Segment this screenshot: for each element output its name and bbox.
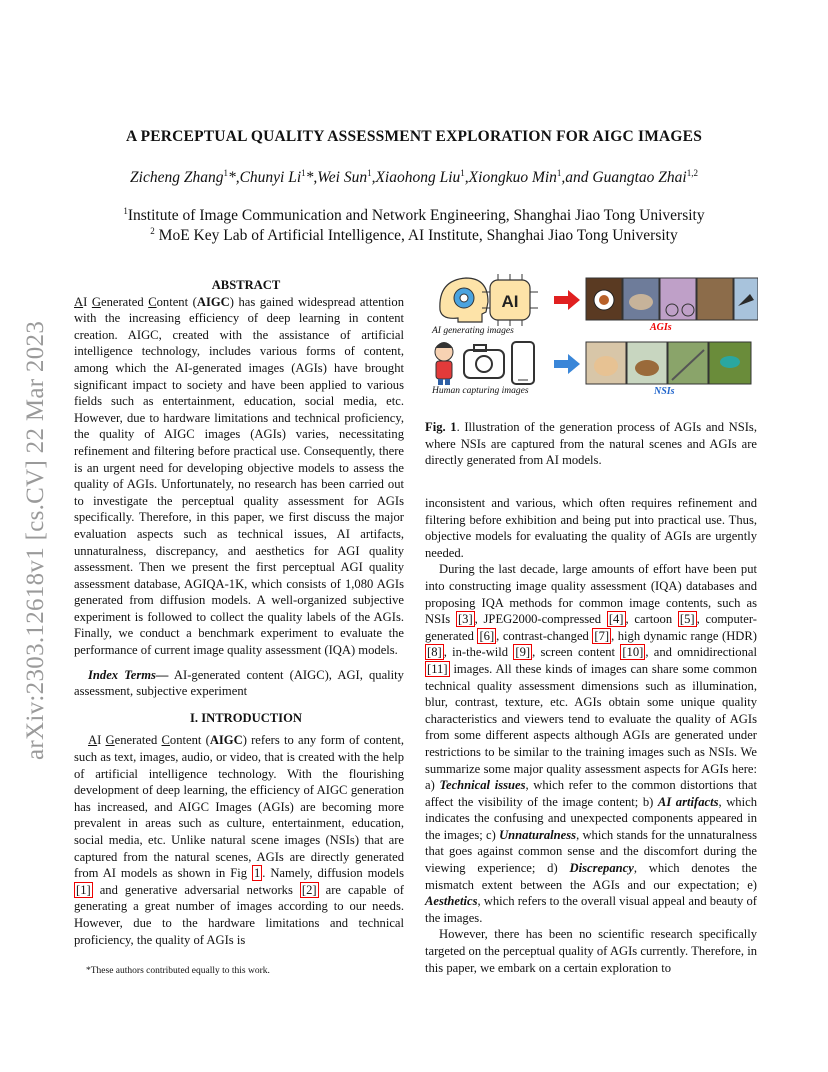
equal-contribution-mark: *: [305, 169, 314, 187]
affiliation-1: $^1$Institute of Image Communication and Network Engineering, Shanghai Jiao Tong University: [123, 206, 705, 225]
aspect-aesthetics: Aesthetics: [425, 894, 478, 909]
caption-fig-label: Fig. 1: [425, 420, 457, 434]
author-list: Zicheng Zhang$^1$*,Chunyi Li$^1$*,Wei Sun$^1$,Xiaohong Liu$^1$,Xiongkuo Min$^1$,and Guangtao Zhai$^{1,2}$: [130, 168, 698, 187]
human-capturing-label: Human capturing images: [432, 386, 529, 396]
author-sup: 1: [460, 168, 465, 178]
index-terms: [74, 667, 404, 700]
affiliation-1-text: Institute of Image Communication and Network Engineering, Shanghai Jiao Tong University: [127, 207, 705, 225]
abstract-text: AI Generated Content (AIGC) has gained widespread attention with the increasing efficiency of deep learning in content creation. AIGC, created with the assistance of artificial intelligence technology, includes various forms of content, among which the AI-generated images (AGIs) have brought significant impact to society and have been applied to various fields such as entertainment, education, social media, etc. However, due to hardware limitations and technical proficiency, the quality of AIGC images (AGIs) varies, necessitating refinement and filtering before practical use. Consequently, there is an urgent need for developing objective models to assess the quality of AGIs. Unfortunately, no research has been carried out to investigate the perceptual quality assessment for AGIs specifically. Therefore, in this paper, we first discuss the major evaluation aspects such as technical issues, AI artifacts, unnaturalness, discrepancy, and aesthetics for AGI quality assessment. Then we present the first perceptual AGI quality assessment database, AGIQA-1K, which consists of 1,080 AGIs generated from diffusion models. A well-organized subjective experiment is followed to collect the quality labels of the AGIs. Finally, we conduct a benchmark experiment to evaluate the performance of current image quality assessment (IQA) models.: [74, 294, 404, 658]
index-terms-text: AI-generated content (AIGC), AGI, quality assessment, subjective experiment: [74, 667, 404, 699]
nsis-label: NSIs: [654, 386, 675, 397]
citation-link[interactable]: [4]: [608, 612, 624, 627]
figure-caption: [425, 419, 757, 469]
citation-link[interactable]: [6]: [479, 628, 495, 643]
citation-link[interactable]: [10]: [622, 645, 644, 660]
equal-contribution-mark: *: [227, 169, 236, 187]
index-terms-label: Index Terms—: [88, 667, 169, 682]
footnote: *These authors contributed equally to this work.: [86, 966, 270, 976]
arxiv-identifier: arXiv:2303.12618v1 [cs.CV] 22 Mar 2023: [22, 320, 49, 760]
ai-badge-text: AI: [501, 292, 519, 311]
aspect-discrepancy: Discrepancy: [569, 861, 634, 876]
author-sup: 1: [223, 168, 228, 178]
intro-acronym: AIGC: [209, 733, 243, 748]
abstract-body: ) has gained widespread attention with the increasing efficiency of deep learning in content creation. AIGC, created with the assistance of artificial intelligence technology, includes various forms of content, among which the AI-generated images (AGIs) have brought significant impact to society and have been applied to various fields such as entertainment, education, social media, etc. However, due to hardware limitations and technical proficiency, the quality of AIGC images (AGIs) varies, necessitating refinement and filtering before practical use. Consequently, there is an urgent need for developing objective models to assess the quality of AGIs. Unfortunately, no research has been carried out to investigate the perceptual quality assessment for AGIs specifically. Therefore, in this paper, we first discuss the major evaluation aspects such as technical issues, AI artifacts, unnaturalness, discrepancy, and aesthetics for AGI quality assessment. Then we present the first perceptual AGI quality assessment database, AGIQA-1K, which consists of 1,080 AGIs generated from diffusion models. A well-organized subjective experiment is followed to collect the quality labels of the AGIs. Finally, we conduct a benchmark experiment to evaluate the performance of current image quality assessment (IQA) models.: [74, 294, 404, 658]
affiliation-2: $^2$ MoE Key Lab of Artificial Intelligence, AI Institute, Shanghai Jiao Tong University: [150, 226, 678, 245]
right-paragraph-2: However, there has been no scientific research specifically targeted on the perceptual quality of AGIs currently. Therefore, in this paper, we embark on a certain exploration to: [425, 927, 757, 975]
intro-text: ) refers to any form of content, such as text, images, audio, or video, that is created with the help of artificial intelligence technology. With the flourishing development of deep learning, the efficiency of AIGC generation has increased, and AIGC Images (AGIs) are becoming more prevalent in areas such as culture, entertainment, education, social media, etc. Unlike natural scene images (NSIs) that are captured from the natural scenes, AGIs are directly generated from AI models as shown in Fig: [74, 733, 405, 881]
citation-link[interactable]: [9]: [515, 645, 531, 660]
citation-link[interactable]: [5]: [679, 612, 695, 627]
abstract-acronym: AIGC: [196, 294, 230, 309]
author-sup: 1: [301, 168, 306, 178]
author-name: Xiaohong Liu: [375, 169, 461, 187]
aspect-unnaturalness: Unnaturalness: [499, 827, 577, 842]
citation-link[interactable]: [3]: [457, 612, 473, 627]
head-gear-icon: [440, 278, 488, 322]
citation-link[interactable]: [8]: [427, 645, 442, 660]
blue-arrow-icon: [554, 354, 580, 374]
affiliation-2-text: MoE Key Lab of Artificial Intelligence, AI Institute, Shanghai Jiao Tong University: [158, 227, 678, 245]
abstract-heading: ABSTRACT: [211, 278, 281, 292]
intro-text: are capable of generating a great number of images according to our needs. However, due to the hardware limitations and technical proficiency, the quality of AGIs is: [74, 882, 404, 947]
author-sup: 1: [556, 168, 562, 178]
nsi-thumbnails: [586, 342, 751, 384]
agis-label: AGIs: [650, 322, 672, 333]
citation-link[interactable]: [11]: [427, 661, 448, 676]
intro-paragraph: AI Generated Content (AIGC) refers to any form of content, such as text, images, audio, or video, that is created with the help of artificial intelligence technology. With the flourishing development of deep learning, the efficiency of AIGC generation has increased, and AIGC Images (AGIs) are becoming more prevalent in areas such as culture, entertainment, education, social media, etc. Unlike natural scene images (NSIs) that are captured from the natural scenes, AGIs are directly generated from AI models as shown in Fig 1 . Namely, diffusion models [1] and generative adversarial networks [2] are capable of generating a great number of images according to our needs. However, due to the hardware limitations and technical proficiency, the quality of AGIs is: [74, 733, 405, 947]
caption-text: . Illustration of the generation process of AGIs and NSIs, where NSIs are captured from the natural scenes and AGIs are directly generated from AI models.: [425, 420, 757, 468]
citation-link[interactable]: [7]: [594, 628, 610, 643]
camera-icon: [464, 345, 504, 378]
aspect-artifacts: AI artifacts: [657, 794, 719, 809]
agi-thumbnails: [586, 278, 758, 320]
right-paragraph-1: During the last decade, large amounts of effort have been put into constructing image quality assessment (IQA) databases and proposing IQA methods for common image contents, such as NSIs [3] , JPEG2000-compressed [4] , cartoon [5] , computer-generated [6] , contrast-changed [7] , high dynamic range (HDR) [8] , in-the-wild [9] , screen content [10] , and omnidirectional [11] images. All these kinds of images can share some common technical quality assessment dimensions such as illumination, blur, contrast, texture, etc. AGIs obtain some unique quality characteristics and viewers tend to evaluate the quality of AGIs from some different aspects although AGIs are generated under restrictions to be similar to the training images such as NSIs. We summarize some major quality assessment aspects for AGIs here: a) Technical issues, which refer to the common distortions that affect the visibility of the image content; b) AI artifacts, which indicates the confusing and unexpected components appeared in the images; c) Unnaturalness, which stands for the unnaturalness that goes against common sense and the discomfort during the viewing experience; d) Discrepancy, which denotes the mismatch extent between the AGIs and our expectation; e) Aesthetics, which refers to the overall visual appeal and beauty of the images.: [425, 562, 758, 925]
child-icon: [435, 342, 453, 385]
right-column: [425, 495, 757, 976]
right-paragraph-0: inconsistent and various, which often requires refinement and filtering before exhibition and being put into practical use. Thus, objective models for evaluating the quality of AGIs are urgently needed.: [425, 496, 757, 560]
aspect-technical: Technical issues: [439, 778, 526, 793]
author-sup: 1,2: [686, 168, 698, 178]
ai-chip-icon: [482, 274, 538, 326]
author-name: Wei Sun: [317, 169, 368, 187]
figure-ref-link[interactable]: 1: [253, 866, 261, 881]
intro-text: and generative adversarial networks: [92, 882, 300, 897]
phone-icon: [512, 342, 534, 384]
citation-link[interactable]: [1]: [76, 882, 91, 897]
author-name: Chunyi Li: [239, 169, 302, 187]
citation-link[interactable]: [2]: [301, 882, 317, 897]
left-column: [74, 277, 404, 948]
author-name: and Guangtao Zhai: [565, 169, 687, 187]
author-name: Xiongkuo Min: [468, 169, 557, 187]
red-arrow-icon: [554, 290, 580, 310]
figure-1: [428, 270, 758, 410]
intro-text: . Namely, diffusion models: [262, 866, 404, 881]
ai-generating-label: AI generating images: [432, 326, 514, 336]
paper-title: A PERCEPTUAL QUALITY ASSESSMENT EXPLORATION FOR AIGC IMAGES: [125, 128, 703, 145]
intro-heading: I. INTRODUCTION: [190, 710, 302, 725]
author-name: Zicheng Zhang: [130, 169, 224, 187]
author-sup: 1: [367, 168, 372, 178]
